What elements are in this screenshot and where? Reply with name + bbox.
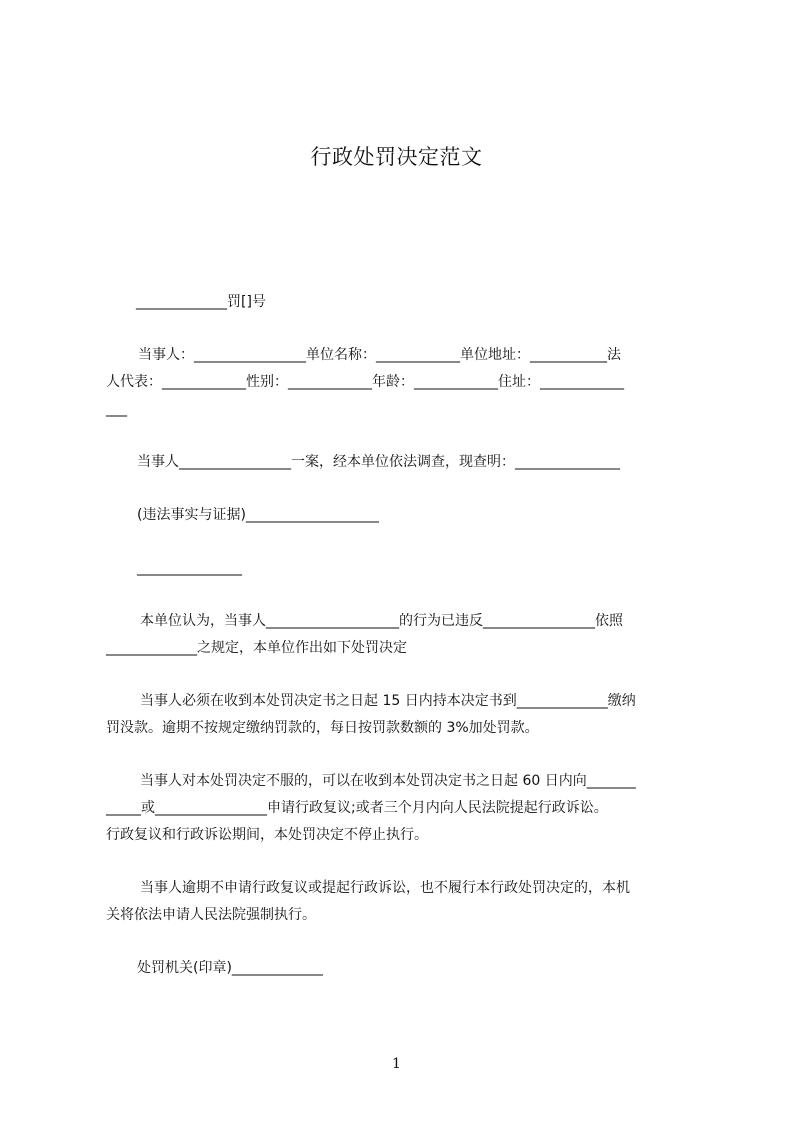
party-info-line-2: 人代表：____________性别：____________年龄：____________住址：____________	[106, 374, 624, 390]
appeal-line-1: 当事人对本处罚决定不服的，可以在收到本处罚决定书之日起 60 日内向_______	[140, 773, 636, 789]
facts-label: (违法事实与证据)___________________	[137, 507, 379, 523]
seal-line: 处罚机关(印章)_____________	[137, 960, 323, 976]
payment-line-1: 当事人必须在收到本处罚决定书之日起 15 日内持本决定书到_____________缴纳	[140, 693, 636, 709]
document-title: 行政处罚决定范文	[310, 145, 483, 169]
investigation-paragraph: 当事人________________一案，经本单位依法调查，现查明：_______________	[137, 454, 620, 470]
appeal-line-3: 行政复议和行政诉讼期间，本处罚决定不停止执行。	[106, 827, 428, 843]
payment-line-2: 罚没款。逾期不按规定缴纳罚款的，每日按罚款数额的 3%加处罚款。	[106, 720, 539, 736]
page-number: 1	[392, 1056, 401, 1072]
facts-blank: _______________	[137, 560, 242, 576]
appeal-line-2: _____或________________申请行政复议;或者三个月内向人民法院提起行政诉讼。	[106, 800, 608, 816]
enforcement-line-2: 关将依法申请人民法院强制执行。	[106, 907, 316, 923]
enforcement-line-1: 当事人逾期不申请行政复议或提起行政诉讼，也不履行本行政处罚决定的，本机	[140, 880, 630, 896]
party-info-line-3: ___	[106, 401, 127, 417]
party-info-line-1: 当事人：________________单位名称：____________单位地址：___________法	[138, 347, 621, 363]
case-number: _____________罚[]号	[136, 294, 266, 310]
violation-line-1: 本单位认为，当事人___________________的行为已违反________________依照	[140, 613, 623, 629]
violation-line-2: _____________之规定，本单位作出如下处罚决定	[106, 640, 407, 656]
